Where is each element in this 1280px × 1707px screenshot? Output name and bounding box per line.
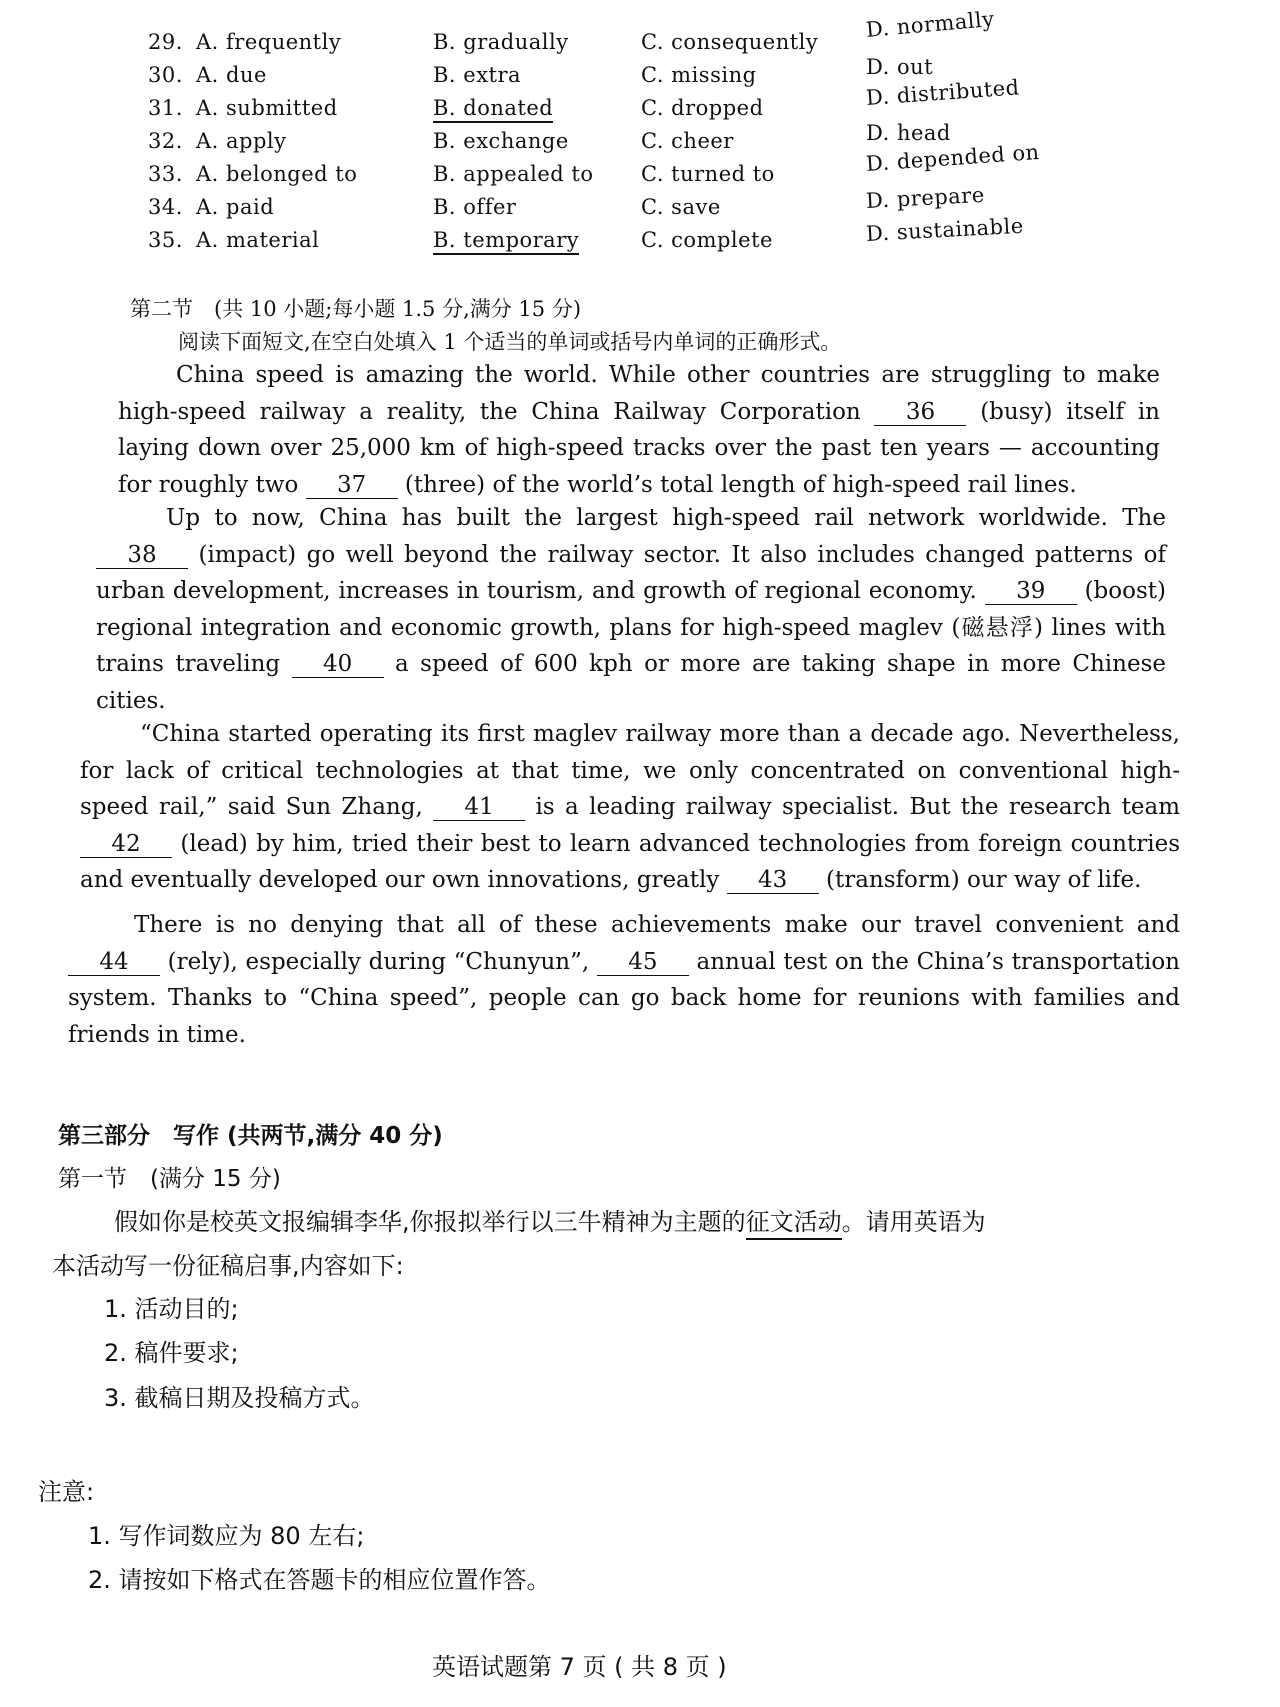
blank-43: 43: [727, 867, 819, 894]
option-d: D. prepare: [865, 182, 986, 213]
option-row-32: [0, 121, 1280, 162]
passage-text: (impact) go well beyond the railway sector. It also includes changed patterns of urban development, increases in tourism, and growth of regional economy.: [96, 541, 1166, 604]
writing-task-line-1: [114, 1202, 986, 1237]
option-c: C. missing: [641, 63, 757, 87]
section2-instruction: 阅读下面短文,在空白处填入 1 个适当的单词或括号内单词的正确形式。: [178, 330, 842, 354]
option-c: C. consequently: [641, 30, 819, 54]
option-d: D. out: [866, 55, 934, 79]
blank-36: 36: [874, 399, 966, 426]
passage-text: annual test on the China’s transportation system. Thanks to “China speed”, people can go back home for reunions with families and friends in time.: [68, 948, 1180, 1048]
question-number: 30.: [148, 63, 183, 87]
passage-text: There is no denying that all of these achievements make our travel convenient and: [134, 912, 1180, 938]
blank-38: 38: [96, 542, 188, 569]
writing-task-line-2: 本活动写一份征稿启事,内容如下:: [52, 1252, 404, 1280]
option-b: B. extra: [433, 63, 522, 87]
question-number: 33.: [148, 162, 183, 186]
note-1: 1. 写作词数应为 80 左右;: [88, 1522, 365, 1550]
note-2: 2. 请按如下格式在答题卡的相应位置作答。: [88, 1566, 551, 1594]
blank-40: 40: [292, 651, 384, 678]
option-a: A. paid: [196, 195, 275, 219]
passage-text: a speed of 600 kph or more are taking shape in more Chinese cities.: [96, 651, 1166, 714]
question-number: 35.: [148, 228, 183, 252]
blank-42: 42: [80, 831, 172, 858]
option-b: B. offer: [433, 195, 517, 219]
requirement-1: 1. 活动目的;: [104, 1295, 239, 1323]
option-a: A. material: [196, 228, 320, 252]
option-d: D. distributed: [865, 75, 1021, 110]
blank-39: 39: [985, 578, 1077, 605]
passage-paragraph-4: [68, 907, 1180, 1053]
option-a: A. due: [196, 63, 267, 87]
option-b: B. donated: [433, 96, 553, 123]
option-c: C. complete: [641, 228, 773, 252]
requirement-2: 2. 稿件要求;: [104, 1339, 239, 1367]
option-c: C. save: [641, 195, 721, 219]
question-number: 29.: [148, 30, 183, 54]
option-row-30: [0, 55, 1280, 96]
passage-paragraph-2: [96, 500, 1166, 719]
option-a: A. frequently: [196, 30, 342, 54]
option-row-29: [0, 6, 1280, 63]
option-d: D. depended on: [865, 139, 1041, 176]
question-number: 32.: [148, 129, 183, 153]
blank-41: 41: [433, 794, 525, 821]
option-c: C. dropped: [641, 96, 764, 120]
section2-heading: 第二节 (共 10 小题;每小题 1.5 分,满分 15 分): [130, 297, 582, 321]
option-d: D. sustainable: [865, 213, 1025, 246]
option-b: B. temporary: [433, 228, 579, 255]
passage-text: (transform) our way of life.: [818, 867, 1142, 893]
option-b: B. appealed to: [433, 162, 594, 186]
passage-text: “China started operating its first maglev railway more than a decade ago. Nevertheless, for lack of critical technologies at that time, we only concentrated on conventional high-speed rail,” said Sun Zhang,: [80, 721, 1180, 820]
task-text: 。请用英语为: [841, 1208, 986, 1236]
passage-text: (lead) by him, tried their best to learn advanced technologies from foreign countries and eventually developed our own innovations, greatly: [80, 830, 1180, 893]
blank-44: 44: [68, 949, 160, 976]
option-b: B. gradually: [433, 30, 569, 54]
blank-45: 45: [597, 949, 689, 976]
option-c: C. turned to: [641, 162, 775, 186]
option-row-35: [0, 213, 1280, 261]
option-a: A. belonged to: [196, 162, 358, 186]
requirement-3: 3. 截稿日期及投稿方式。: [104, 1384, 375, 1412]
passage-paragraph-3: [80, 716, 1180, 899]
option-a: A. submitted: [196, 96, 338, 120]
passage-text: Up to now, China has built the largest high-speed rail network worldwide. The: [166, 505, 1166, 531]
option-a: A. apply: [196, 129, 287, 153]
option-c: C. cheer: [641, 129, 734, 153]
task-text: 假如你是校英文报编辑李华,你报拟举行以三牛精神为主题的: [114, 1208, 746, 1236]
passage-text: (busy) itself in laying down over 25,000 km of high-speed tracks over the past ten years — accounting for roughly two: [118, 398, 1160, 498]
question-number: 34.: [148, 195, 183, 219]
part3-section1-heading: 第一节 (满分 15 分): [58, 1166, 281, 1192]
option-d: D. normally: [864, 6, 996, 42]
option-d: D. head: [866, 121, 951, 145]
question-number: 31.: [148, 96, 183, 120]
options-table: [0, 6, 1280, 261]
passage-text: (boost) regional integration and economic growth, plans for high-speed maglev (磁悬浮) lines with trains traveling: [96, 578, 1166, 677]
passage-text: (rely), especially during “Chunyun”,: [160, 948, 597, 975]
passage-text: (three) of the world’s total length of high-speed rail lines.: [397, 471, 1077, 498]
option-row-34: [0, 182, 1280, 228]
part3-title: 第三部分 写作 (共两节,满分 40 分): [58, 1123, 443, 1149]
note-title: 注意:: [38, 1478, 95, 1506]
option-b: B. exchange: [433, 129, 569, 153]
passage-text: China speed is amazing the world. While other countries are struggling to make high-speed railway a reality, the China Railway Corporation: [118, 362, 1160, 425]
page-footer: 英语试题第 7 页 ( 共 8 页 ): [432, 1653, 727, 1681]
passage-text: is a leading railway specialist. But the research team: [525, 794, 1180, 820]
task-text-underlined: 征文活动: [746, 1208, 842, 1240]
blank-37: 37: [306, 472, 398, 499]
passage-paragraph-1: [118, 357, 1160, 503]
